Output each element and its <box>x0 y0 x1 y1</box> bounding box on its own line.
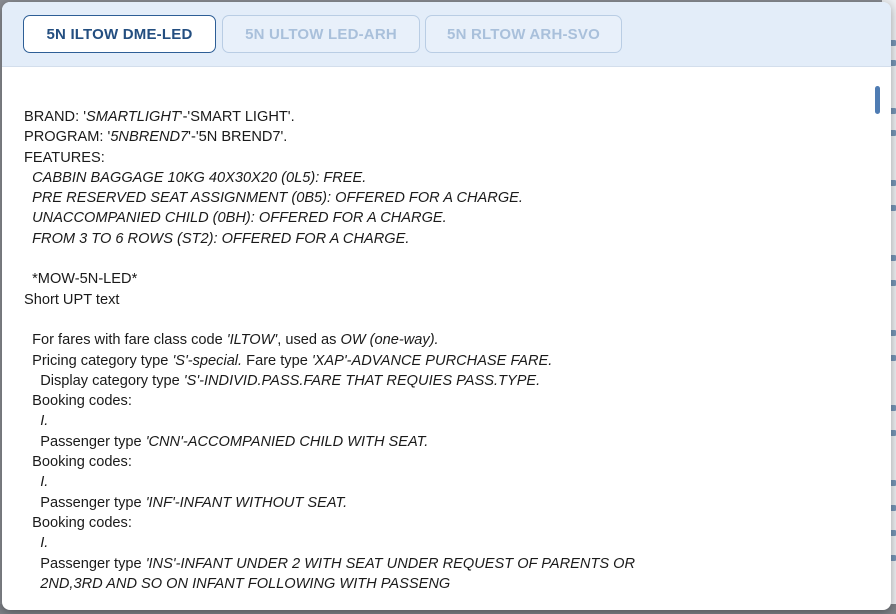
pax-label: Passenger type <box>40 555 146 572</box>
program-label: PROGRAM: ' <box>24 129 111 146</box>
pax-label: Passenger type <box>40 433 146 450</box>
booking-value: I. <box>40 535 49 552</box>
fare-used: , used as <box>277 332 341 349</box>
feature-item: FROM 3 TO 6 ROWS (ST2): OFFERED FOR A CHARGE. <box>32 230 410 247</box>
pax-type-cnn: 'CNN'-ACCOMPANIED CHILD WITH SEAT. <box>145 433 429 450</box>
pax-label: Passenger type <box>40 494 146 511</box>
features-label: FEATURES: <box>24 149 105 166</box>
feature-item: CABBIN BAGGAGE 10KG 40X30X20 (0L5): FREE. <box>32 169 367 186</box>
booking-value: I. <box>40 474 49 491</box>
program-name: '-'5N BREND7'. <box>188 129 288 146</box>
rule-code: *MOW-5N-LED* <box>32 271 138 288</box>
tab-rltow-arh-svo[interactable]: 5N RLTOW ARH-SVO <box>425 15 622 53</box>
booking-label: Booking codes: <box>32 393 132 410</box>
pax-type-ins: 'INS'-INFANT UNDER 2 WITH SEAT UNDER REQUEST OF PARENTS OR <box>145 555 636 572</box>
tab-ultow-led-arh[interactable]: 5N ULTOW LED-ARH <box>222 15 420 53</box>
pricing-code: 'S'-special. <box>172 352 243 369</box>
booking-value: I. <box>40 413 49 430</box>
brand-code: SMARTLIGHT <box>85 109 180 125</box>
fare-tab-bar <box>2 2 891 67</box>
booking-label: Booking codes: <box>32 454 132 471</box>
fare-rule-content[interactable] <box>2 67 891 590</box>
tab-iltow-dme-led[interactable]: 5N ILTOW DME-LED <box>23 15 216 53</box>
pax-type-inf: 'INF'-INFANT WITHOUT SEAT. <box>145 494 348 511</box>
fare-direction: OW (one-way). <box>340 332 439 349</box>
fare-class-code: 'ILTOW' <box>226 332 278 349</box>
brand-name: '-'SMART LIGHT'. <box>179 109 295 125</box>
fare-rule-text <box>24 107 863 590</box>
scrollbar-thumb[interactable] <box>875 86 880 114</box>
upt-text: Short UPT text <box>24 291 120 308</box>
fare-type-prefix: Fare type <box>242 352 312 369</box>
feature-item: PRE RESERVED SEAT ASSIGNMENT (0B5): OFFERED FOR A CHARGE. <box>32 190 523 207</box>
program-code: 5NBREND7 <box>110 129 189 146</box>
feature-item: UNACCOMPANIED CHILD (0BH): OFFERED FOR A CHARGE. <box>32 210 447 227</box>
display-code: 'S'-INDIVID.PASS.FARE THAT REQUIES PASS.TYPE. <box>183 372 541 389</box>
pricing-prefix: Pricing category type <box>32 352 173 369</box>
fare-rules-dialog <box>2 2 891 610</box>
brand-label: BRAND: ' <box>24 109 86 125</box>
fare-prefix: For fares with fare class code <box>32 332 227 349</box>
fare-type: 'XAP'-ADVANCE PURCHASE FARE. <box>311 352 553 369</box>
booking-label: Booking codes: <box>32 514 132 531</box>
display-prefix: Display category type <box>40 372 184 389</box>
pax-type-ins-continued: 2ND,3RD AND SO ON INFANT FOLLOWING WITH PASSENG <box>40 575 451 590</box>
